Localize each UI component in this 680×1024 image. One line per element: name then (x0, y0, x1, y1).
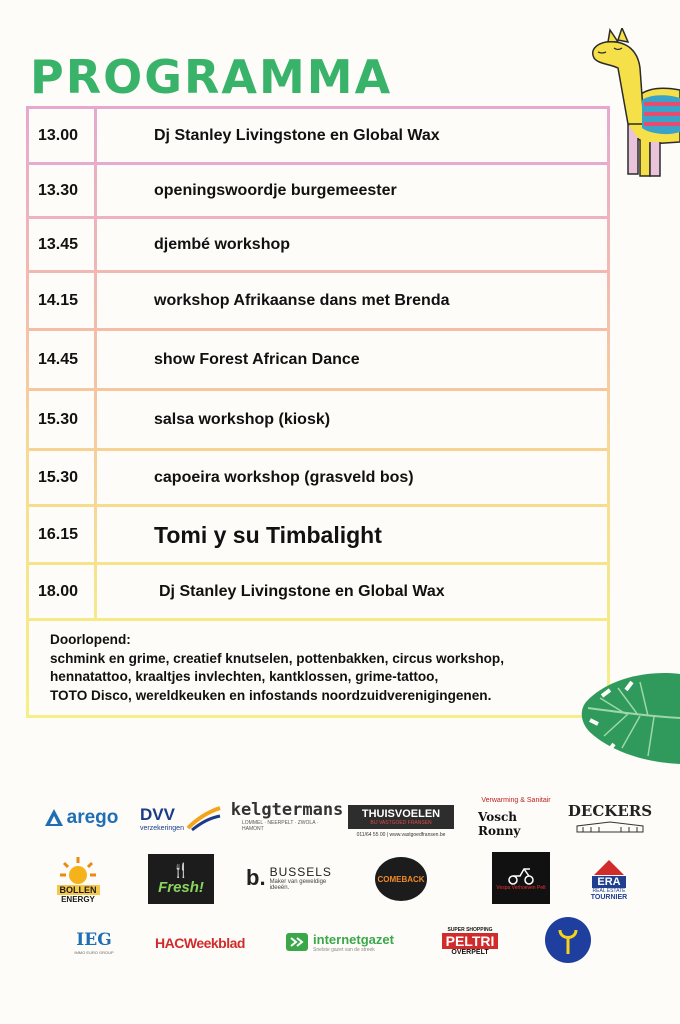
vespa-text: Vespa Verhoeven Pelt (496, 885, 546, 891)
row-activity-featured: Tomi y su Timbalight (154, 521, 382, 548)
ongoing-line: TOTO Disco, wereldkeuken en infostands noordzuidverenigingenen. (50, 687, 492, 703)
vespa-logo (492, 852, 550, 904)
ongoing-line: schmink en grime, creatief knutselen, pottenbakken, circus workshop, (50, 650, 505, 666)
dvv-subtext: verzekeringen (140, 824, 184, 832)
sun-icon (58, 855, 98, 885)
building-icon (575, 820, 645, 834)
ieg-text: IEG (76, 929, 112, 950)
thuisvoelen-logo (348, 802, 454, 840)
table-row (29, 273, 607, 329)
row-activity: show Forest African Dance (154, 351, 360, 368)
kelgtermans-logo (230, 796, 344, 836)
vosch-top-text: Verwarming & Sanitair (481, 796, 551, 804)
deckers-logo (567, 800, 653, 836)
thuisvoelen-text: THUISVOELEN (361, 807, 441, 820)
page-title: PROGRAMMA (30, 50, 393, 104)
internetgazet-text: internetgazet (313, 931, 394, 947)
table-row (29, 219, 607, 271)
peltri-subtext: OVERPELT (451, 948, 489, 956)
ongoing-activities (50, 631, 504, 705)
table-row (29, 565, 607, 619)
bollen-subtext: ENERGY (61, 894, 95, 904)
thuisvoelen-subtext: BIJ VASTGOED FRANSEN (370, 819, 432, 826)
leaf-illustration (578, 668, 680, 768)
hac-text: HACWeekblad (155, 935, 245, 951)
fresh-logo: 🍴 Fresh! (148, 854, 214, 904)
era-logo (586, 848, 632, 910)
fresh-text: Fresh! (158, 879, 204, 896)
peltri-text: PELTRI (442, 933, 499, 949)
row-time: 13.00 (38, 127, 79, 144)
bussels-text: BUSSELS (269, 865, 332, 879)
table-row (29, 451, 607, 505)
row-time: 16.15 (38, 526, 79, 543)
row-time: 18.00 (38, 583, 79, 600)
arego-mark-icon (44, 808, 64, 828)
row-activity: Dj Stanley Livingstone en Global Wax (154, 127, 440, 144)
comeback-text: COMEBACK (377, 874, 425, 884)
ieg-subtext: IMMO EURO GROUP (74, 949, 114, 955)
row-activity: Dj Stanley Livingstone en Global Wax (159, 583, 445, 600)
dvv-logo (140, 800, 226, 836)
arego-text: arego (66, 807, 119, 828)
table-row (29, 165, 607, 217)
table-row (29, 507, 607, 563)
vosch-ronny-logo (478, 792, 554, 842)
table-row (29, 391, 607, 449)
forward-arrows-icon (286, 933, 308, 951)
ongoing-line: hennatattoo, kraaltjes invlechten, kantklossen, grime-tattoo, (50, 669, 439, 684)
peltri-top-text: SUPER SHOPPING (447, 926, 493, 933)
kelgtermans-subtext: LOMMEL · NEERPELT · ZWOLA · HAMONT (242, 820, 319, 832)
dvv-text: DVV (140, 804, 175, 824)
row-time: 13.45 (38, 236, 79, 253)
pelt-emblem-icon (544, 916, 592, 964)
row-time: 13.30 (38, 182, 79, 199)
row-time: 14.45 (38, 351, 79, 368)
pelt-municipality-logo (544, 916, 592, 964)
comeback-logo (372, 852, 430, 906)
scooter-icon (506, 865, 536, 885)
vosch-name-text: Vosch Ronny (478, 809, 521, 838)
row-time: 14.15 (38, 292, 79, 309)
row-time: 15.30 (38, 411, 79, 428)
row-activity: salsa workshop (kiosk) (154, 411, 331, 428)
era-office: TOURNIER (590, 893, 628, 901)
ongoing-heading: Doorlopend: (50, 632, 131, 647)
dvv-swoosh-icon (186, 804, 222, 832)
bollen-energy-logo (48, 850, 108, 908)
internetgazet-subtext: Snelste gazet van de streek (313, 946, 375, 953)
bussels-logo: b. BUSSELS Maker van geweldige ideeën. (246, 862, 338, 894)
bussels-tagline: Maker van geweldige ideeën. (269, 879, 327, 891)
kelgtermans-text: kelgtermans (230, 800, 344, 820)
schedule-table (26, 106, 610, 718)
ieg-logo (70, 926, 118, 958)
thuisvoelen-contact: 011/64 55 00 | www.vastgoedfransen.be (356, 831, 446, 838)
roof-icon (592, 858, 626, 876)
row-activity: djembé workshop (154, 236, 291, 253)
era-text: ERA (592, 876, 626, 888)
row-activity: openingswoordje burgemeester (154, 182, 397, 199)
column-divider (94, 109, 97, 621)
bollen-text: BOLLEN (57, 885, 100, 895)
row-activity: workshop Afrikaanse dans met Brenda (154, 292, 450, 309)
arego-logo (38, 800, 124, 836)
era-subtext: REAL ESTATE (592, 887, 626, 894)
peltri-logo (440, 922, 500, 960)
row-time: 15.30 (38, 469, 79, 486)
internetgazet-logo (284, 928, 396, 956)
hac-weekblad-logo (146, 930, 254, 956)
deckers-text: DECKERS (567, 802, 653, 820)
table-row (29, 331, 607, 389)
row-activity: capoeira workshop (grasveld bos) (154, 469, 414, 486)
table-row (29, 109, 607, 163)
